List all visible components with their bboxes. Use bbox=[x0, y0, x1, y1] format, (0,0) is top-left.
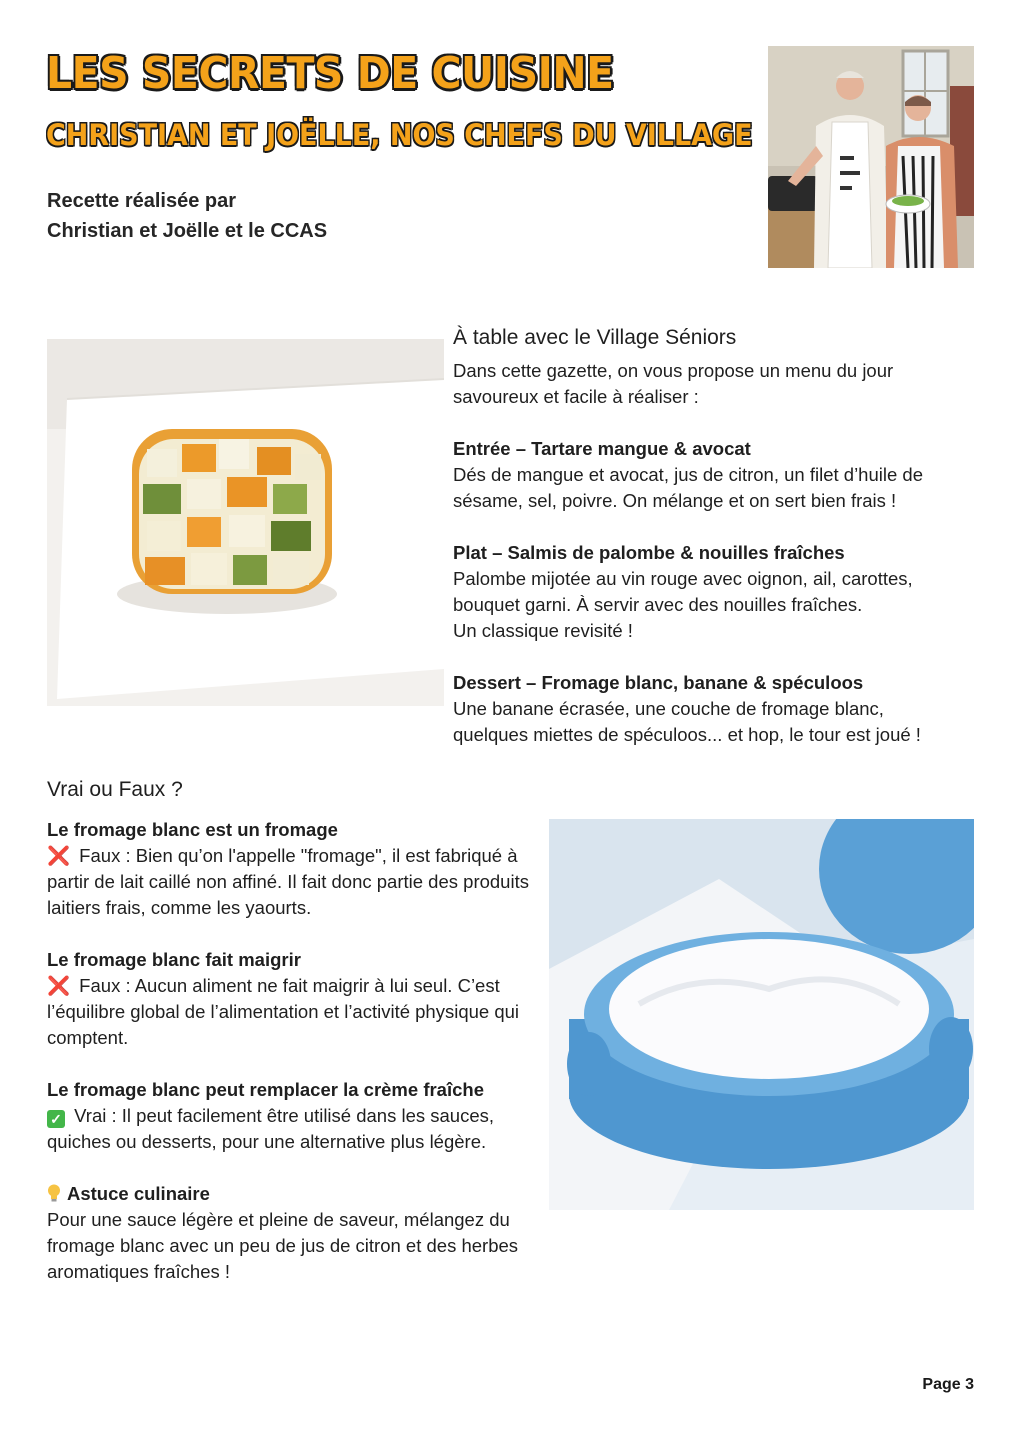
quiz-item-title: Le fromage blanc est un fromage bbox=[47, 819, 338, 840]
check-mark-icon: ✓ bbox=[47, 1110, 65, 1128]
dessert-text: Une banane écrasée, une couche de fromage blanc, quelques miettes de spéculoos... et hop, le tour est joué ! bbox=[453, 698, 921, 745]
quiz-item-title: Le fromage blanc peut remplacer la crème fraîche bbox=[47, 1079, 484, 1100]
quiz-item-text: Faux : Bien qu’on l'appelle "fromage", il est fabriqué à partir de lait caillé non affiné. Il fait donc partie des produits laitiers frais, comme les yaourts. bbox=[47, 845, 529, 918]
quiz-item-answer bbox=[47, 973, 537, 1051]
quiz-item-answer bbox=[47, 1103, 537, 1155]
credit-line-2: Christian et Joëlle et le CCAS bbox=[47, 220, 328, 242]
menu-content bbox=[453, 358, 983, 748]
fromage-blanc-photo bbox=[549, 819, 974, 1210]
cross-mark-icon: ❌ bbox=[47, 975, 71, 996]
recipe-credit bbox=[47, 186, 647, 246]
plat-text: Palombe mijotée au vin rouge avec oignon, ail, carottes, bouquet garni. À servir avec des nouilles fraîches. bbox=[453, 568, 913, 615]
quiz-content bbox=[47, 817, 537, 1285]
lightbulb-icon bbox=[47, 1183, 61, 1201]
quiz-item-text: Vrai : Il peut facilement être utilisé dans les sauces, quiches ou desserts, pour une alternative plus légère. bbox=[47, 1105, 495, 1152]
tip-text: Pour une sauce légère et pleine de saveur, mélangez du fromage blanc avec un peu de jus de citron et des herbes aromatiques fraîches ! bbox=[47, 1209, 519, 1282]
entree-title: Entrée – Tartare mangue & avocat bbox=[453, 438, 751, 459]
plat-title: Plat – Salmis de palombe & nouilles fraîches bbox=[453, 542, 845, 563]
tip-title: Astuce culinaire bbox=[67, 1183, 210, 1204]
page-subtitle: CHRISTIAN ET JOËLLE, NOS CHEFS DU VILLAGE bbox=[46, 118, 753, 152]
quiz-item-title: Le fromage blanc fait maigrir bbox=[47, 949, 301, 970]
dessert-title: Dessert – Fromage blanc, banane & spéculoos bbox=[453, 672, 864, 693]
tartare-photo bbox=[47, 339, 444, 706]
tip-title-row bbox=[47, 1181, 537, 1207]
chefs-photo bbox=[768, 46, 974, 268]
page-number: Page 3 bbox=[922, 1376, 974, 1393]
menu-intro: Dans cette gazette, on vous propose un menu du jour savoureux et facile à réaliser : bbox=[453, 360, 894, 407]
quiz-heading: Vrai ou Faux ? bbox=[47, 778, 183, 801]
quiz-item-text: Faux : Aucun aliment ne fait maigrir à lui seul. C’est l’équilibre global de l’alimentation et l’activité physique qui comptent. bbox=[47, 975, 520, 1048]
plat-text-2: Un classique revisité ! bbox=[453, 620, 633, 641]
menu-heading: À table avec le Village Séniors bbox=[453, 326, 737, 349]
entree-text: Dés de mangue et avocat, jus de citron, un filet d’huile de sésame, sel, poivre. On mélange et on sert bien frais ! bbox=[453, 464, 923, 511]
credit-line-1: Recette réalisée par bbox=[47, 190, 237, 212]
cross-mark-icon: ❌ bbox=[47, 845, 71, 866]
quiz-item-answer bbox=[47, 843, 537, 921]
page-title: LES SECRETS DE CUISINE bbox=[46, 48, 614, 99]
